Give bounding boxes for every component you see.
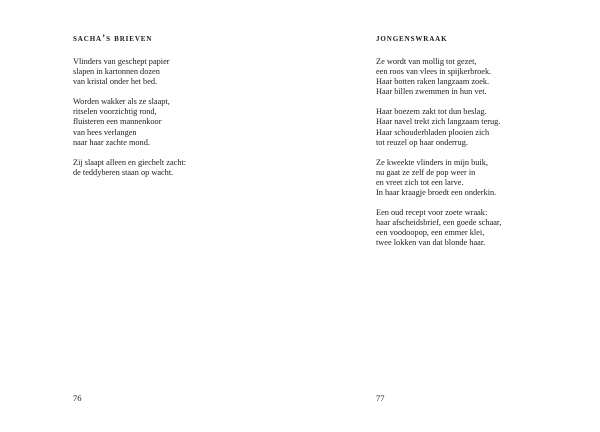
poem-line: Vlinders van geschept papier [73,57,170,66]
poem-line: twee lokken van dat blonde haar. [376,238,486,248]
poem-line: en vreet zich tot een larve. [376,177,464,187]
page-number: 76 [73,393,82,403]
poem-line: nu gaat ze zelf de pop weer in [376,167,476,177]
poem-sachas-brieven [73,33,186,188]
poem-title: sacha’s brieven [73,34,153,44]
poem-line: van kristal onder het bed. [73,77,158,87]
poem-line: haar afscheidsbrief, een goede schaar, [376,218,502,228]
stanza [376,107,501,147]
poem-line: een roos van vlees in spijkerbroek. [376,67,492,77]
poem-line: Haar botten raken langzaam zoek. [376,77,490,87]
poem-line: fluisteren een mannenkoor [73,117,162,127]
poem-line: Worden wakker als ze slaapt, [73,97,170,107]
poem-title: jongenswraak [376,34,448,44]
poem-line: Haar navel trekt zich langzaam terug. [376,117,501,127]
stanza [376,158,501,198]
stanza [376,208,501,248]
poem-line: Haar schouderbladen plooien zich [376,127,490,137]
poem-line: Ze kweekte vlinders in mijn buik, [376,157,488,167]
poem-line: een voodoopop, een emmer klei, [376,228,485,238]
poem-line: van hees verlangen [73,127,137,137]
poem-jongenswraak [376,33,501,259]
poem-line: slapen in kartonnen dozen [73,67,160,77]
right-page [300,0,600,432]
poem-line: Ze wordt van mollig tot gezet, [376,57,477,66]
poem-line: Zij slaapt alleen en giechelt zacht: [73,157,187,167]
page-number: 77 [376,393,385,403]
poem-line: Haar billen zwemmen in hun vet. [376,87,487,97]
poem-line: Haar boezem zakt tot dun beslag. [376,107,487,117]
poem-line: tot reuzel op haar onderrug. [376,137,468,147]
stanza [73,57,186,87]
poem-line: naar haar zachte mond. [73,137,150,147]
poem-line: Een oud recept voor zoete wraak: [376,208,488,218]
poem-line: de teddyberen staan op wacht. [73,167,174,177]
stanza [73,158,186,178]
stanza [376,57,501,97]
poem-line: In haar kraagje broedt een onderkin. [376,188,497,198]
stanza [73,97,186,147]
poem-line: ritselen voorzichtig rond, [73,107,157,117]
